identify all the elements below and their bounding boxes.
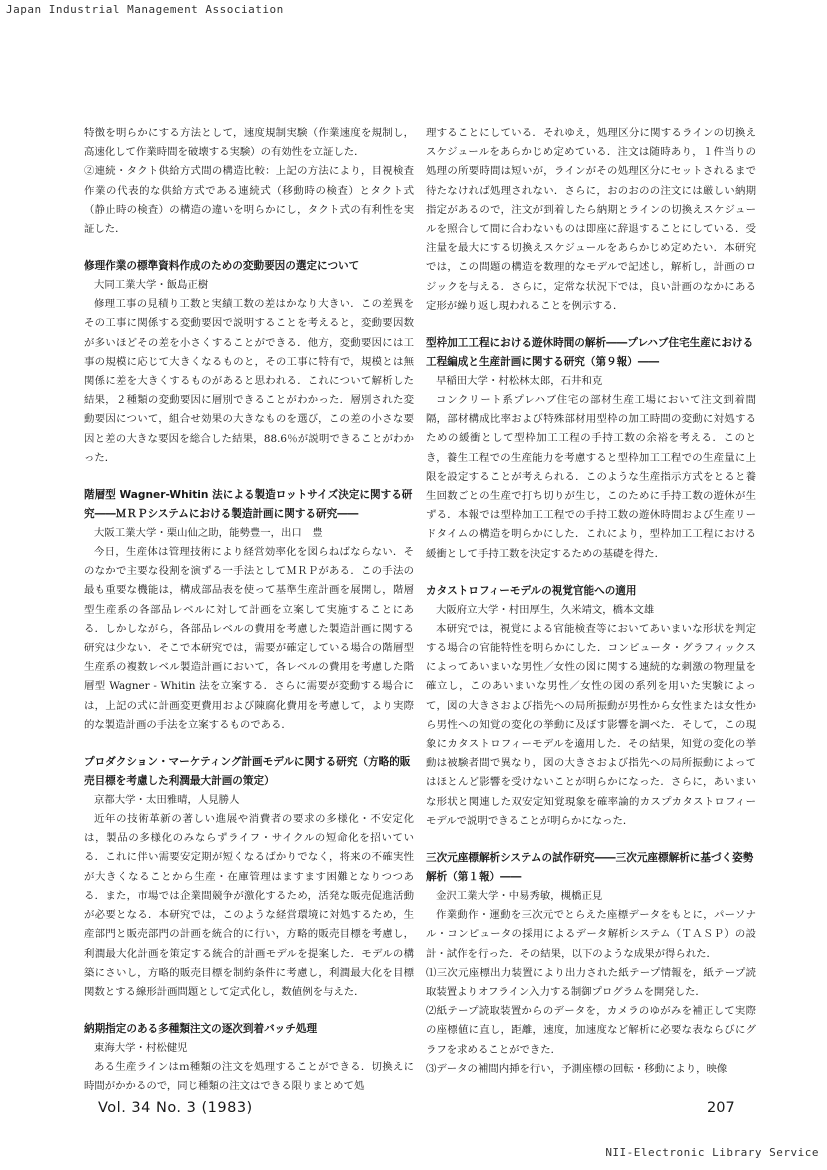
library-footer: NII-Electronic Library Service xyxy=(605,1146,819,1159)
volume-issue: Vol. 34 No. 3 (1983) xyxy=(98,1100,253,1116)
article-abstract: ある生産ラインはｍ種類の注文を処理することができる．切換えに時間がかかるので，同じ種類の注文はできる限りまとめて処 xyxy=(84,1061,414,1093)
source-header: Japan Industrial Management Association xyxy=(6,3,284,16)
article-authors: 大同工業大学・飯島正樹 xyxy=(94,279,209,292)
result-list-item: ⑵紙テープ読取装置からのデータを，カメラのゆがみを補正して実際の座標値に直し，距離，速度，加速度など解析に必要な表ならびにグラフを求めることができた． xyxy=(426,1005,756,1056)
article-abstract: コンクリート系プレハブ住宅の部材生産工場において注文到着間隔，部材構成比率および特殊部材用型枠の加工時間の変動に対処するための緩衝として型枠加工工程の手持工数の余裕を考える．このとき，養生工程での生産能力を考慮すると型枠加工工程での生産量に上限を設定することが考えられる．このような生産指示方式をとると養生回数ごとの生産で打ち切りが生じ，このために手持工数の遊休が生ずる．本報では型枠加工工程での手持工数の遊休時間および生産リードタイムの構造を明らかにした．これにより，型枠加工工程における緩衝として手持工数を決定するための基礎を得た． xyxy=(426,394,756,560)
left-column xyxy=(84,124,414,1097)
article-abstract: 修理工事の見積り工数と実績工数の差はかなり大きい．この差異をその工事に関係する変動要因で説明することを考えると，変動要因数が多いほどその差を小さくすることができる．他方，変動要因には工事の規模に応じて大きくなるものと，その工事に特有で，規模とは無関係に差を大きくするものがあると思われる．これについて解析した結果，２種類の変動要因に層別できることがわかった．層別された変動要因について，組合せ効果の大きなものを選び，この差の小さな要因と差の大きな要因を総合した結果，88.6％が説明できることがわかった． xyxy=(84,298,414,464)
article-abstract-continued: 理することにしている．それゆえ，処理区分に関するラインの切換えスケジュールをあらかじめ定めている．注文は随時あり，１件当りの処理の所要時間は短いが，ラインがその処理区分にセットされるまで待たなければ処理されない．さらに，おのおのの注文には厳しい納期指定があるので，注文が到着したら納期とラインの切換えスケジュールを照合して間に合わないものは即座に辞退することにしている．受注量を最大にする切換えスケジュールをあらかじめ定めたい．本研究では，この問題の構造を数理的なモデルで記述し，解析し，計画のロジックを与える．さらに，定常な状況下では，良い計画のなかにある定形が繰り返し現われることを例示する． xyxy=(426,127,756,312)
article-abstract: 近年の技術革新の著しい進展や消費者の要求の多様化・不安定化は，製品の多様化のみならずライフ・サイクルの短命化を招いている．これに伴い需要安定期が短くなるばかりでなく，将来の不確実性が大きくなることから生産・在庫管理はますます困難となりつつある．また，市場では企業間競争が激化するため，活発な販売促進活動が必要となる．本研究では，このような経営環境に対処するため，生産部門と販売部門の計画を統合的に行い，方略的販売目標を考慮し，利潤最大化計画を策定する統合的計画モデルを提案した．モデルの構築にさいし，方略的販売目標を制約条件に考慮し，利潤最大化を目標関数とする線形計画問題として定式化し，数値例を与えた． xyxy=(84,813,414,998)
article-abstract: 今日，生産体は管理技術により経営効率化を図らねばならない．そのなかで主要な役割を演ずる一手法としてＭＲＰがある．この手法の最も重要な機能は，構成部品表を使って基準生産計画を展開し，階層型生産系の各部品レベルに対して計画を立案して実施することにある．しかしながら，各部品レベルの費用を考慮した製造計画に関する研究は少ない．そこで本研究では，需要が確定している場合の階層型生産系の複数レベル製造計画において，各レベルの費用を考慮した階層型 Wagner - Whitin 法を立案する．さらに需要が変動する場合には，上記の式に計画変更費用および陳腐化費用を考慮して，より実際的な製造計画の手法を立案するものである． xyxy=(84,546,414,731)
right-column xyxy=(426,124,756,1079)
article-authors: 金沢工業大学・中易秀敏，槻橋正見 xyxy=(436,890,603,903)
article-title: 階層型 Wagner-Whitin 法による製造ロットサイズ決定に関する研究――ＭＲＰシステムにおける製造計画に関する研究―― xyxy=(84,489,413,521)
article-title: 納期指定のある多種類注文の逐次到着バッチ処理 xyxy=(84,1023,318,1036)
result-list-item: ⑴三次元座標出力装置により出力された紙テープ情報を，紙テープ読取装置よりオフライン入力する制御プログラムを開発した． xyxy=(426,966,756,998)
intro-paragraph: 特徴を明らかにする方法として，速度規制実験（作業速度を規制し，高速化して作業時間を破壊する実験）の有効性を立証した． xyxy=(84,127,414,159)
article-authors: 京都大学・太田雅晴，人見勝人 xyxy=(94,794,240,807)
article-abstract: 作業動作・運動を三次元でとらえた座標データをもとに，パーソナル・コンピュータの採用によるデータ解析システム（ＴＡＳＰ）の設計・試作を行った．その結果，以下のような成果が得られた． xyxy=(426,909,756,960)
article-authors: 大阪工業大学・栗山仙之助，能勢豊一，出口 豊 xyxy=(94,527,323,540)
article-title: カタストロフィーモデルの視覚官能への適用 xyxy=(426,584,637,597)
article-authors: 大阪府立大学・村田厚生，久米靖文，橋本文雄 xyxy=(436,603,655,616)
page-number: 207 xyxy=(707,1100,735,1116)
intro-paragraph: ②連続・タクト供給方式間の構造比較：上記の方法により，目視検査作業の代表的な供給方式である連続式（移動時の検査）とタクト式（静止時の検査）の構造の違いを明らかにし，タクト式の有利性を実証した． xyxy=(84,165,414,236)
article-title: 三次元座標解析システムの試作研究――三次元座標解析に基づく姿勢解析（第１報）―― xyxy=(426,852,754,884)
article-authors: 東海大学・村松健児 xyxy=(94,1042,188,1055)
article-authors: 早稲田大学・村松林太郎，石井和克 xyxy=(436,375,603,388)
article-title: プロダクション・マーケティング計画モデルに関する研究（方略的販売目標を考慮した利潤最大計画の策定） xyxy=(84,756,411,788)
article-title: 型枠加工工程における遊休時間の解析――プレハブ住宅生産における工程編成と生産計画に関する研究（第９報）―― xyxy=(426,337,754,369)
result-list-item: ⑶データの補間内挿を行い，予測座標の回転・移動により，映像 xyxy=(426,1062,728,1075)
article-abstract: 本研究では，視覚による官能検査等においてあいまいな形状を判定する場合の官能特性を明らかにした．コンピュータ・グラフィックスによってあいまいな男性／女性の図に関する連続的な刺激の物理量を確立し，このあいまいな男性／女性の図の系列を用いた実験によって，図の大きさおよび指先への局所振動が男性から女性または女性から男性への知覚の変化の挙動に及ぼす影響を調べた．そして，この現象にカタストロフィーモデルを適用した．その結果，知覚の変化の挙動は被験者間で異なり，図の大きさおよび指先への局所振動によってはほとんど影響を受けないことが明らかになった．さらに，あいまいな形状と関連した双安定知覚現象を確率論的カスプカタストロフィーモデルで説明できることが明らかになった． xyxy=(426,622,756,827)
article-title: 修理作業の標準資料作成のための変動要因の選定について xyxy=(84,260,360,273)
